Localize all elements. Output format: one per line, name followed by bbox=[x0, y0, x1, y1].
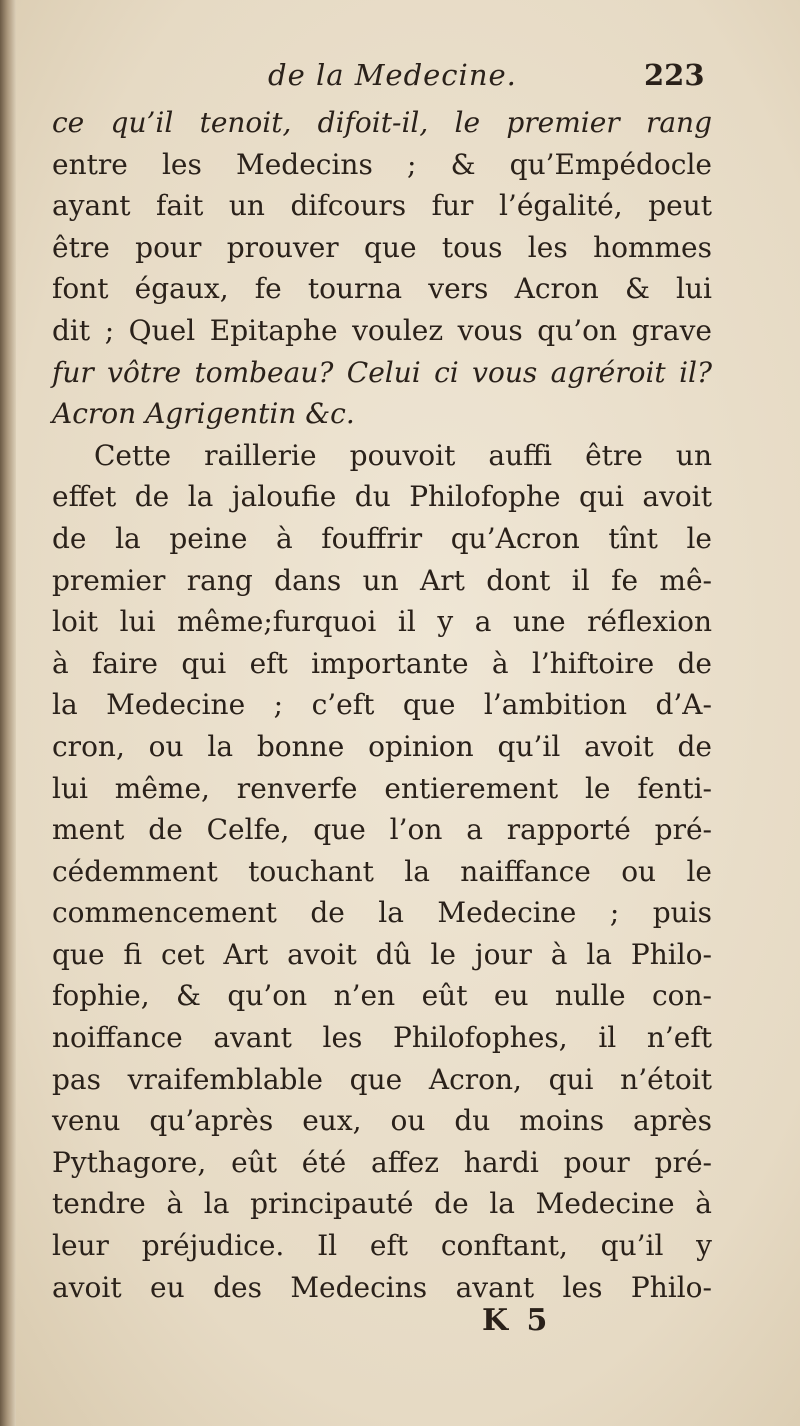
text-line: ce qu’il tenoit, difoit-il, le premier rang bbox=[52, 106, 712, 139]
text-line: lui même, renverfe entierement le fenti- bbox=[52, 771, 712, 805]
text-line: de la peine à fouffrir qu’Acron tînt le bbox=[52, 521, 712, 555]
page-number: 223 bbox=[644, 58, 705, 92]
text-line: fophie, & qu’on n’en eût eu nulle con- bbox=[52, 979, 712, 1013]
text-line: pas vraifemblable que Acron, qui n’étoit bbox=[52, 1062, 712, 1096]
page-header bbox=[0, 58, 800, 98]
text-line: cron, ou la bonne opinion qu’il avoit de bbox=[52, 729, 712, 763]
signature-mark: K 5 bbox=[482, 1303, 552, 1338]
text-line: dit ; Quel Epitaphe voulez vous qu’on grave bbox=[52, 313, 712, 347]
text-line: à faire qui eft importante à l’hiftoire de bbox=[52, 646, 712, 680]
text-line: que fi cet Art avoit dû le jour à la Philo- bbox=[52, 937, 712, 971]
text-line: venu qu’après eux, ou du moins après bbox=[52, 1104, 712, 1138]
text-line: premier rang dans un Art dont il fe mê- bbox=[52, 563, 712, 597]
page-gutter bbox=[0, 0, 16, 1426]
text-line: font égaux, fe tourna vers Acron & lui bbox=[52, 272, 712, 306]
text-line: commencement de la Medecine ; puis bbox=[52, 896, 712, 930]
text-line: loit lui même;furquoi il y a une réflexion bbox=[52, 605, 712, 639]
text-line: Cette raillerie pouvoit auffi être un bbox=[94, 438, 712, 472]
text-line: ayant fait un difcours fur l’égalité, peut bbox=[52, 189, 712, 223]
running-title: de la Medecine. bbox=[268, 58, 517, 92]
text-line: la Medecine ; c’eft que l’ambition d’A- bbox=[52, 688, 712, 722]
text-line: Pythagore, eût été affez hardi pour pré- bbox=[52, 1145, 712, 1179]
text-line: effet de la jaloufie du Philofophe qui avoit bbox=[52, 480, 712, 514]
text-line: leur préjudice. Il eft conftant, qu’il y bbox=[52, 1229, 712, 1263]
text-line: noiffance avant les Philofophes, il n’eft bbox=[52, 1021, 712, 1055]
text-line: cédemment touchant la naiffance ou le bbox=[52, 854, 712, 888]
body-text bbox=[52, 102, 712, 1308]
text-line: fur vôtre tombeau? Celui ci vous agréroit il? bbox=[52, 355, 712, 389]
text-line: être pour prouver que tous les hommes bbox=[52, 230, 712, 264]
text-line: tendre à la principauté de la Medecine à bbox=[52, 1187, 712, 1221]
text-line: ment de Celfe, que l’on a rapporté pré- bbox=[52, 813, 712, 847]
text-line: entre les Medecins ; & qu’Empédocle bbox=[52, 147, 712, 181]
text-line: avoit eu des Medecins avant les Philo- bbox=[52, 1270, 712, 1304]
text-line: Acron Agrigentin &c. bbox=[52, 397, 355, 431]
